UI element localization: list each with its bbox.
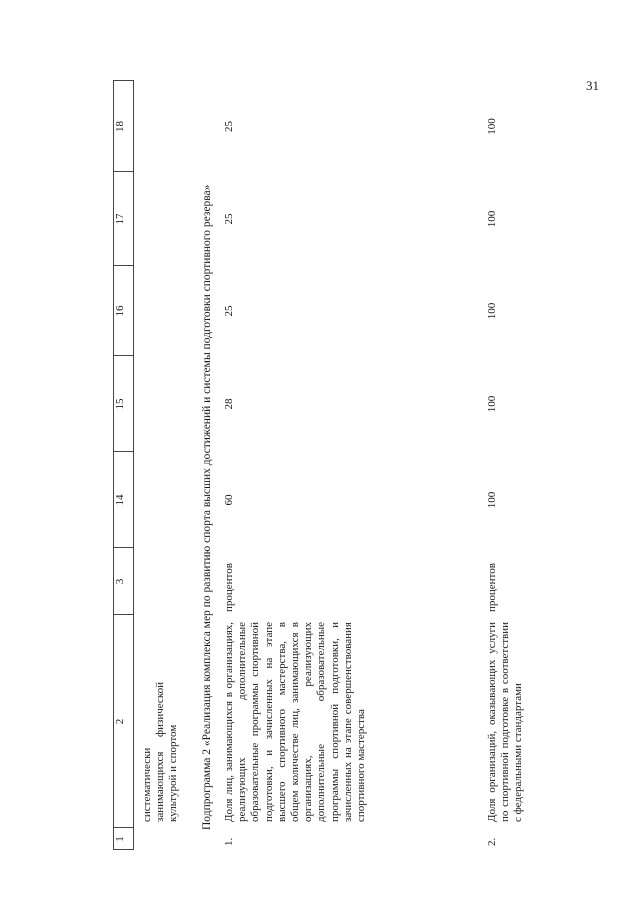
- header-col-17: 17: [114, 213, 126, 225]
- header-bottom-rule: [133, 80, 134, 850]
- header-col-2: 2: [114, 718, 126, 725]
- header-col-18: 18: [114, 121, 126, 132]
- carryover-text: систематически занимающихся физической культурой и спортом: [141, 682, 180, 822]
- row-unit: процентов: [486, 563, 498, 612]
- value-col-17: 25: [223, 213, 235, 225]
- row-number: 2.: [486, 837, 498, 846]
- page-number: 31: [586, 78, 599, 93]
- value-col-15: 28: [223, 398, 235, 410]
- row-number: 1.: [223, 837, 235, 846]
- rotated-table: [113, 80, 563, 850]
- value-col-18: 100: [486, 118, 498, 135]
- header-col-14: 14: [114, 494, 126, 506]
- row-unit: процентов: [223, 563, 235, 612]
- header-col-16: 16: [114, 305, 126, 317]
- value-col-16: 100: [486, 302, 498, 320]
- value-col-18: 25: [223, 121, 235, 132]
- value-col-14: 60: [223, 494, 235, 506]
- row-description: Доля лиц, занимающихся в организациях, реализующих дополнительные образовательные программы спортивной подготовки, и зачисленных на этапе высшего спортивного мастерства, в общем количестве лиц, занимающихся в организациях, реализующих дополнительные образовательные программы спортивной подготовки, и зачисленных на этапе совершенствования спортивного мастерства: [223, 622, 368, 822]
- header-col-3: 3: [114, 578, 126, 585]
- row-description: Доля организаций, оказывающих услуги по спортивной подготовке в соответствии с федеральными стандартами: [486, 622, 525, 822]
- value-col-16: 25: [223, 305, 235, 317]
- header-col-1: 1: [114, 836, 126, 842]
- header-col-15: 15: [114, 398, 126, 410]
- subprogram-title: Подпрограмма 2 «Реализация комплекса мер по развитию спорта высших достижений и системы подготовки спортивного резерва»: [201, 184, 213, 830]
- value-col-15: 100: [486, 395, 498, 413]
- value-col-17: 100: [486, 210, 498, 228]
- value-col-14: 100: [486, 491, 498, 509]
